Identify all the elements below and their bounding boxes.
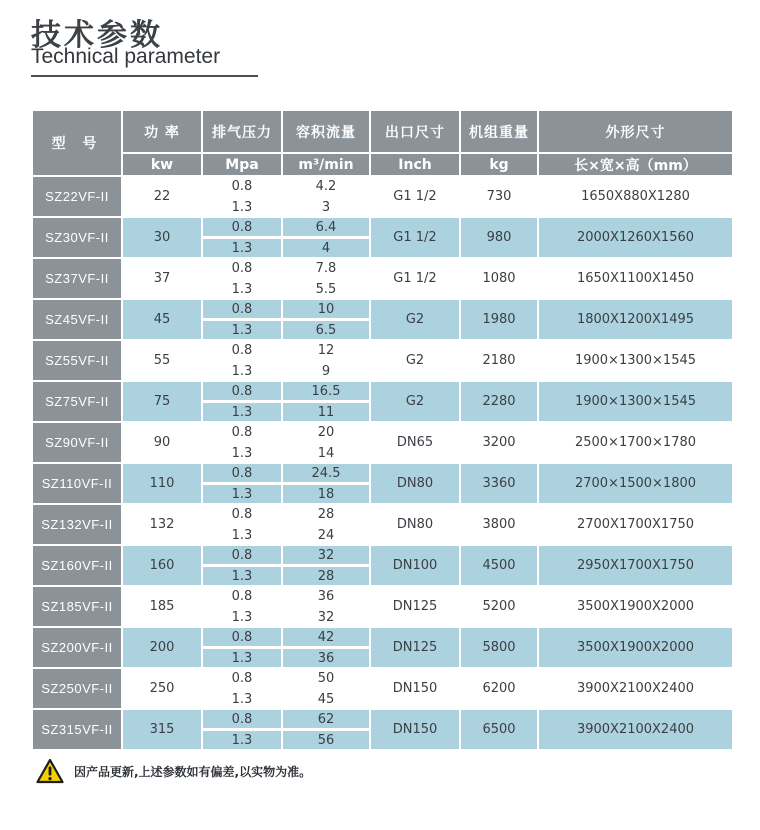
flow-cell: 6.5 — [283, 321, 369, 339]
outlet-cell: DN150 — [371, 710, 459, 749]
dimensions-cell: 3500X1900X2000 — [539, 587, 732, 626]
outlet-cell: DN80 — [371, 505, 459, 544]
pressure-cell: 1.3 — [203, 690, 281, 708]
model-cell: SZ30VF-II — [33, 218, 121, 257]
pressure-cell: 1.3 — [203, 444, 281, 462]
dimensions-cell: 2950X1700X1750 — [539, 546, 732, 585]
unit-weight: kg — [461, 154, 537, 175]
power-cell: 30 — [123, 218, 201, 257]
flow-cell: 4.2 — [283, 177, 369, 196]
flow-cell: 3 — [283, 198, 369, 216]
model-cell: SZ315VF-II — [33, 710, 121, 749]
model-cell: SZ200VF-II — [33, 628, 121, 667]
power-cell: 110 — [123, 464, 201, 503]
table-row — [33, 710, 732, 729]
pressure-cell: 1.3 — [203, 526, 281, 544]
flow-cell: 28 — [283, 505, 369, 524]
pressure-cell: 0.8 — [203, 505, 281, 524]
pressure-cell: 0.8 — [203, 382, 281, 401]
weight-cell: 1980 — [461, 300, 537, 339]
page-title-en: Technical parameter — [31, 45, 221, 68]
column-header-pressure: 排气压力 — [203, 111, 281, 152]
power-cell: 185 — [123, 587, 201, 626]
pressure-cell: 1.3 — [203, 608, 281, 626]
warning-icon — [36, 758, 64, 784]
model-cell: SZ37VF-II — [33, 259, 121, 298]
flow-cell: 20 — [283, 423, 369, 442]
table-row — [33, 218, 732, 237]
table-row — [33, 382, 732, 401]
dimensions-cell: 3500X1900X2000 — [539, 628, 732, 667]
unit-pressure: Mpa — [203, 154, 281, 175]
model-cell: SZ45VF-II — [33, 300, 121, 339]
column-header-weight: 机组重量 — [461, 111, 537, 152]
unit-outlet: Inch — [371, 154, 459, 175]
weight-cell: 5800 — [461, 628, 537, 667]
outlet-cell: G1 1/2 — [371, 259, 459, 298]
flow-cell: 10 — [283, 300, 369, 319]
table-row — [33, 546, 732, 565]
outlet-cell: DN125 — [371, 587, 459, 626]
pressure-cell: 0.8 — [203, 546, 281, 565]
flow-cell: 16.5 — [283, 382, 369, 401]
table-row — [33, 177, 732, 196]
pressure-cell: 0.8 — [203, 300, 281, 319]
flow-cell: 6.4 — [283, 218, 369, 237]
outlet-cell: DN80 — [371, 464, 459, 503]
weight-cell: 3800 — [461, 505, 537, 544]
weight-cell: 1080 — [461, 259, 537, 298]
flow-cell: 7.8 — [283, 259, 369, 278]
outlet-cell: G2 — [371, 300, 459, 339]
pressure-cell: 0.8 — [203, 628, 281, 647]
flow-cell: 4 — [283, 239, 369, 257]
pressure-cell: 1.3 — [203, 280, 281, 298]
weight-cell: 980 — [461, 218, 537, 257]
flow-cell: 5.5 — [283, 280, 369, 298]
flow-cell: 32 — [283, 608, 369, 626]
flow-cell: 14 — [283, 444, 369, 462]
pressure-cell: 1.3 — [203, 731, 281, 749]
flow-cell: 28 — [283, 567, 369, 585]
column-header-outlet: 出口尺寸 — [371, 111, 459, 152]
pressure-cell: 1.3 — [203, 649, 281, 667]
table-row — [33, 464, 732, 483]
pressure-cell: 1.3 — [203, 485, 281, 503]
outlet-cell: DN100 — [371, 546, 459, 585]
unit-power: kw — [123, 154, 201, 175]
pressure-cell: 0.8 — [203, 341, 281, 360]
power-cell: 55 — [123, 341, 201, 380]
outlet-cell: G1 1/2 — [371, 177, 459, 216]
model-cell: SZ22VF-II — [33, 177, 121, 216]
model-cell: SZ55VF-II — [33, 341, 121, 380]
pressure-cell: 0.8 — [203, 423, 281, 442]
outlet-cell: G1 1/2 — [371, 218, 459, 257]
weight-cell: 2280 — [461, 382, 537, 421]
table-row — [33, 628, 732, 647]
pressure-cell: 1.3 — [203, 239, 281, 257]
technical-parameter-table — [31, 109, 734, 751]
dimensions-cell: 2500×1700×1780 — [539, 423, 732, 462]
pressure-cell: 0.8 — [203, 587, 281, 606]
column-header-flow: 容积流量 — [283, 111, 369, 152]
power-cell: 37 — [123, 259, 201, 298]
power-cell: 132 — [123, 505, 201, 544]
dimensions-cell: 1900×1300×1545 — [539, 341, 732, 380]
power-cell: 22 — [123, 177, 201, 216]
page-title-cn: 技术参数 — [31, 18, 163, 53]
dimensions-cell: 2700X1700X1750 — [539, 505, 732, 544]
pressure-cell: 1.3 — [203, 198, 281, 216]
outlet-cell: G2 — [371, 382, 459, 421]
column-header-model: 型 号 — [33, 111, 121, 175]
flow-cell: 18 — [283, 485, 369, 503]
disclaimer-note — [36, 758, 311, 784]
outlet-cell: DN125 — [371, 628, 459, 667]
flow-cell: 62 — [283, 710, 369, 729]
model-cell: SZ132VF-II — [33, 505, 121, 544]
table-row — [33, 505, 732, 524]
model-cell: SZ160VF-II — [33, 546, 121, 585]
weight-cell: 4500 — [461, 546, 537, 585]
pressure-cell: 0.8 — [203, 218, 281, 237]
pressure-cell: 0.8 — [203, 464, 281, 483]
outlet-cell: DN65 — [371, 423, 459, 462]
dimensions-cell: 3900X2100X2400 — [539, 710, 732, 749]
table-row — [33, 300, 732, 319]
weight-cell: 730 — [461, 177, 537, 216]
power-cell: 75 — [123, 382, 201, 421]
flow-cell: 12 — [283, 341, 369, 360]
flow-cell: 11 — [283, 403, 369, 421]
power-cell: 315 — [123, 710, 201, 749]
unit-dimensions: 长×宽×高（mm） — [539, 154, 732, 175]
model-cell: SZ185VF-II — [33, 587, 121, 626]
flow-cell: 50 — [283, 669, 369, 688]
dimensions-cell: 1900×1300×1545 — [539, 382, 732, 421]
weight-cell: 6500 — [461, 710, 537, 749]
dimensions-cell: 2000X1260X1560 — [539, 218, 732, 257]
flow-cell: 42 — [283, 628, 369, 647]
dimensions-cell: 2700×1500×1800 — [539, 464, 732, 503]
title-underline — [31, 75, 258, 77]
pressure-cell: 1.3 — [203, 362, 281, 380]
pressure-cell: 1.3 — [203, 567, 281, 585]
flow-cell: 32 — [283, 546, 369, 565]
flow-cell: 45 — [283, 690, 369, 708]
power-cell: 250 — [123, 669, 201, 708]
weight-cell: 5200 — [461, 587, 537, 626]
flow-cell: 56 — [283, 731, 369, 749]
model-cell: SZ90VF-II — [33, 423, 121, 462]
power-cell: 200 — [123, 628, 201, 667]
dimensions-cell: 1800X1200X1495 — [539, 300, 732, 339]
pressure-cell: 0.8 — [203, 177, 281, 196]
outlet-cell: G2 — [371, 341, 459, 380]
table-row — [33, 669, 732, 688]
model-cell: SZ250VF-II — [33, 669, 121, 708]
flow-cell: 24 — [283, 526, 369, 544]
outlet-cell: DN150 — [371, 669, 459, 708]
dimensions-cell: 3900X2100X2400 — [539, 669, 732, 708]
disclaimer-text: 因产品更新,上述参数如有偏差,以实物为准。 — [74, 764, 312, 779]
pressure-cell: 0.8 — [203, 710, 281, 729]
table-body — [33, 177, 732, 749]
dimensions-cell: 1650X1100X1450 — [539, 259, 732, 298]
power-cell: 45 — [123, 300, 201, 339]
table-row — [33, 587, 732, 606]
model-cell: SZ110VF-II — [33, 464, 121, 503]
weight-cell: 2180 — [461, 341, 537, 380]
column-header-dimensions: 外形尺寸 — [539, 111, 732, 152]
table-row — [33, 423, 732, 442]
unit-flow: m³/min — [283, 154, 369, 175]
pressure-cell: 1.3 — [203, 321, 281, 339]
flow-cell: 36 — [283, 649, 369, 667]
flow-cell: 9 — [283, 362, 369, 380]
power-cell: 90 — [123, 423, 201, 462]
column-header-power: 功 率 — [123, 111, 201, 152]
weight-cell: 3200 — [461, 423, 537, 462]
dimensions-cell: 1650X880X1280 — [539, 177, 732, 216]
table-row — [33, 259, 732, 278]
weight-cell: 3360 — [461, 464, 537, 503]
model-cell: SZ75VF-II — [33, 382, 121, 421]
flow-cell: 36 — [283, 587, 369, 606]
pressure-cell: 1.3 — [203, 403, 281, 421]
weight-cell: 6200 — [461, 669, 537, 708]
table-row — [33, 341, 732, 360]
power-cell: 160 — [123, 546, 201, 585]
pressure-cell: 0.8 — [203, 669, 281, 688]
pressure-cell: 0.8 — [203, 259, 281, 278]
flow-cell: 24.5 — [283, 464, 369, 483]
